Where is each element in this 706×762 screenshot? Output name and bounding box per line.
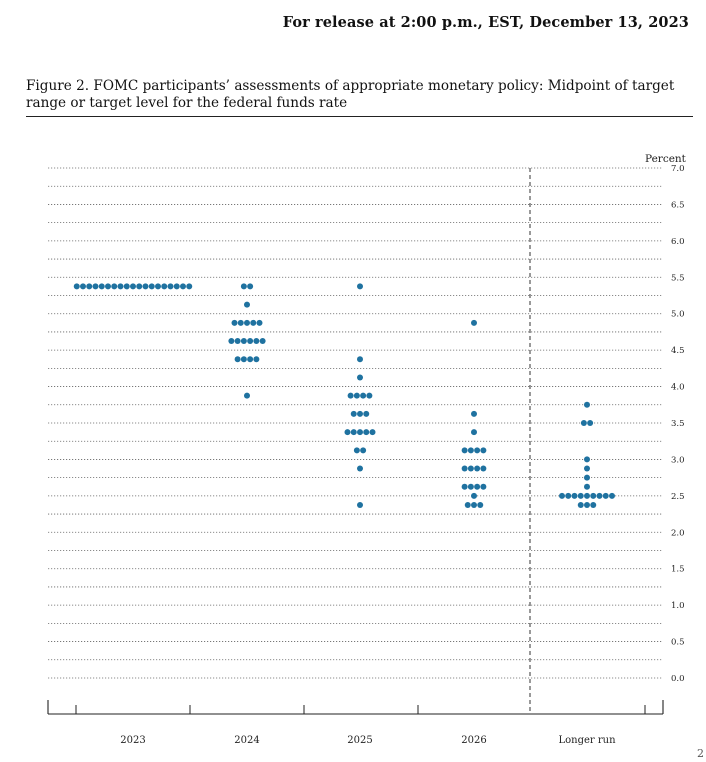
dot-2025 [351,429,357,435]
x-tick-label: 2026 [461,735,487,746]
dot-2023 [161,283,167,289]
dot-2024 [250,320,256,326]
dot-2025 [357,429,363,435]
dot-2026 [471,320,477,326]
dot-2025 [354,447,360,453]
dot-2024 [253,356,259,362]
dot-2024 [257,320,263,326]
dot-2025 [357,374,363,380]
dot-2026 [474,447,480,453]
y-tick-label: 4.5 [671,346,685,357]
release-line: For release at 2:00 p.m., EST, December 13, 2023 [282,14,689,31]
dot-2026 [480,484,486,490]
dot-longer-run [565,493,571,499]
dots-layer [74,283,615,508]
dot-2026 [468,466,474,472]
dot-2026 [462,447,468,453]
dot-longer-run [584,475,590,481]
page-corner-mark: 2 [697,747,704,760]
dot-2023 [155,283,161,289]
dot-2023 [143,283,149,289]
dot-2026 [480,466,486,472]
dot-longer-run [559,493,565,499]
x-tick-label: 2025 [347,735,373,746]
dot-longer-run [581,420,587,426]
dot-2025 [366,393,372,399]
x-tick-label: 2024 [234,735,260,746]
dot-longer-run [584,402,590,408]
dot-2023 [105,283,111,289]
dot-2023 [124,283,130,289]
y-tick-label: 5.0 [671,309,685,320]
dot-2023 [174,283,180,289]
dot-2023 [136,283,142,289]
dot-2025 [357,283,363,289]
dot-2024 [235,338,241,344]
dot-2023 [86,283,92,289]
dot-longer-run [578,493,584,499]
dot-2025 [370,429,376,435]
dot-longer-run [584,484,590,490]
y-tick-label: 3.5 [671,419,685,429]
dot-longer-run [572,493,578,499]
dot-2026 [474,466,480,472]
dot-2025 [351,411,357,417]
dot-2025 [357,466,363,472]
dot-2026 [471,493,477,499]
dot-2025 [348,393,354,399]
grid-layer [48,168,663,678]
dot-2023 [93,283,99,289]
dot-2026 [462,466,468,472]
figure-caption: Figure 2. FOMC participants’ assessments of appropriate monetary policy: Midpoint of target range or target level for the federal funds rate [26,78,675,111]
dot-longer-run [603,493,609,499]
dot-longer-run [584,502,590,508]
y-tick-label: 3.0 [671,455,685,466]
dot-longer-run [609,493,615,499]
dot-2023 [80,283,86,289]
dot-2024 [244,320,250,326]
dot-2025 [357,356,363,362]
dot-2024 [235,356,241,362]
dot-2024 [244,302,250,308]
dot-2023 [74,283,80,289]
dot-2025 [354,393,360,399]
dot-2023 [149,283,155,289]
dot-2023 [180,283,186,289]
dot-2025 [363,429,369,435]
y-tick-labels [671,164,685,684]
dot-2023 [118,283,124,289]
dot-2025 [360,447,366,453]
y-tick-label: 4.0 [671,382,685,393]
dot-2023 [186,283,192,289]
y-tick-label: 1.5 [671,564,685,575]
x-tick-label: 2023 [120,735,146,746]
y-tick-label: 2.5 [671,491,685,502]
dot-2024 [241,338,247,344]
dot-2026 [471,502,477,508]
dot-2025 [363,411,369,417]
dot-2024 [228,338,234,344]
dot-2024 [241,283,247,289]
dot-longer-run [578,502,584,508]
dot-2024 [241,356,247,362]
dot-2024 [232,320,238,326]
dot-2026 [468,447,474,453]
dot-2026 [468,484,474,490]
y-tick-label: 2.0 [671,528,685,539]
dot-2024 [238,320,244,326]
dot-2024 [244,393,250,399]
x-tick-labels [120,735,616,746]
dot-longer-run [584,456,590,462]
y-tick-label: 6.5 [671,200,685,211]
dot-2023 [168,283,174,289]
dot-2024 [247,338,253,344]
dot-2024 [260,338,266,344]
dot-longer-run [584,493,590,499]
dot-longer-run [597,493,603,499]
y-tick-label: 1.0 [671,601,685,612]
dot-2024 [247,356,253,362]
y-tick-label: 0.5 [671,637,685,648]
dot-2025 [357,502,363,508]
dot-2026 [465,502,471,508]
dot-longer-run [587,420,593,426]
dot-2026 [477,502,483,508]
dot-2023 [130,283,136,289]
y-tick-label: 0.0 [671,674,685,684]
dot-2026 [480,447,486,453]
dot-2025 [345,429,351,435]
y-tick-label: 6.0 [671,236,685,247]
dot-longer-run [590,502,596,508]
dot-2024 [253,338,259,344]
y-axis-label: Percent [645,153,686,165]
dot-2026 [471,429,477,435]
y-tick-label: 5.5 [671,273,685,284]
dot-2025 [360,393,366,399]
dot-2026 [471,411,477,417]
dot-2026 [462,484,468,490]
dot-longer-run [590,493,596,499]
dot-2024 [247,283,253,289]
x-tick-label: Longer run [558,735,616,746]
dot-2026 [474,484,480,490]
y-tick-label: 7.0 [671,164,685,174]
dot-longer-run [584,466,590,472]
dot-2023 [99,283,105,289]
dot-2023 [111,283,117,289]
dot-2025 [357,411,363,417]
